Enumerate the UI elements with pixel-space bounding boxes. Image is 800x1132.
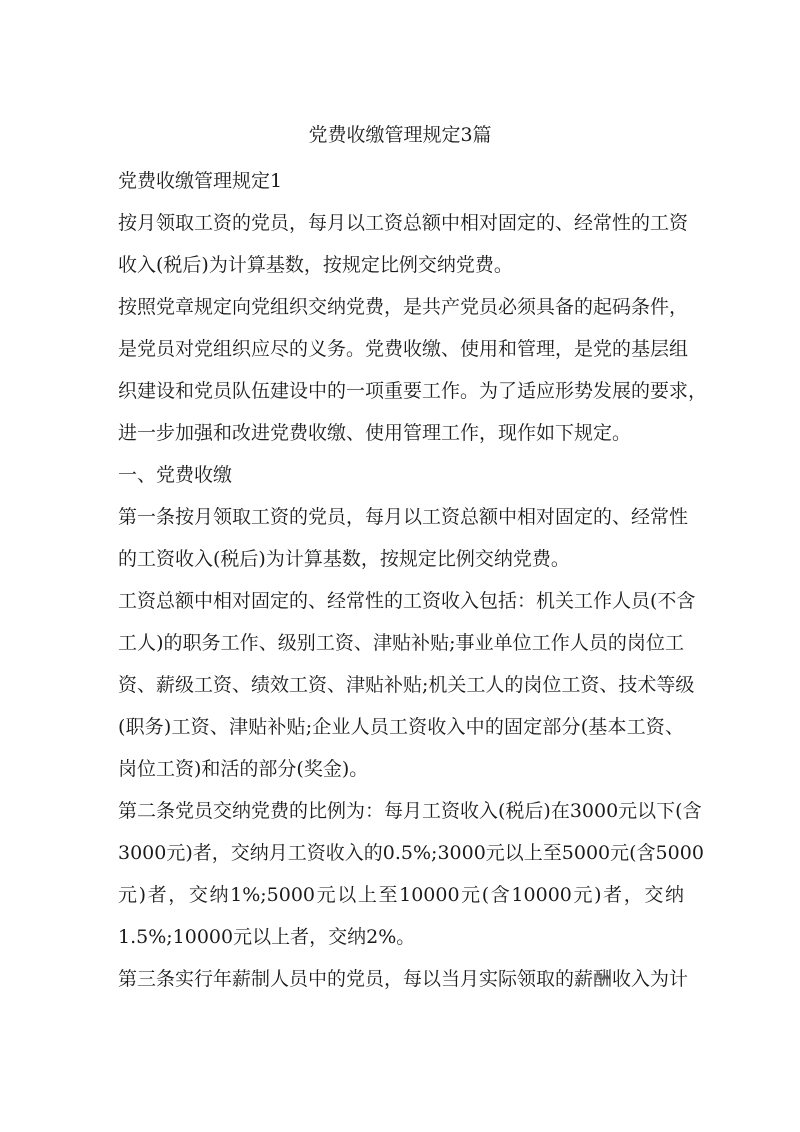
paragraph-line: 3000元)者，交纳月工资收入的0.5%;3000元以上至5000元(含5000 — [118, 842, 704, 864]
section-heading: 党费收缴管理规定1 — [118, 170, 283, 192]
paragraph-line: 1.5%;10000元以上者，交纳2%。 — [118, 926, 416, 948]
paragraph-line: 收入(税后)为计算基数，按规定比例交纳党费。 — [118, 254, 513, 276]
paragraph-line: 织建设和党员队伍建设中的一项重要工作。为了适应形势发展的要求， — [118, 380, 708, 402]
paragraph-line: 第二条党员交纳党费的比例为：每月工资收入(税后)在3000元以下(含 — [118, 800, 702, 822]
paragraph-line: 工人)的职务工作、级别工资、津贴补贴;事业单位工作人员的岗位工 — [118, 632, 684, 654]
paragraph-line: 按照党章规定向党组织交纳党费，是共产党员必须具备的起码条件， — [118, 296, 689, 318]
paragraph-line: 元)者，交纳1%;5000元以上至10000元(含10000元)者，交纳 — [118, 884, 684, 906]
paragraph-line: 按月领取工资的党员，每月以工资总额中相对固定的、经常性的工资 — [118, 212, 689, 234]
paragraph-line: 第三条实行年薪制人员中的党员，每以当月实际领取的薪酬收入为计 — [118, 968, 689, 990]
paragraph-line: 进一步加强和改进党费收缴、使用管理工作，现作如下规定。 — [118, 422, 632, 444]
paragraph-line: 资、薪级工资、绩效工资、津贴补贴;机关工人的岗位工资、技术等级 — [118, 674, 695, 696]
paragraph-line: 是党员对党组织应尽的义务。党费收缴、使用和管理，是党的基层组 — [118, 338, 689, 360]
paragraph-line: 工资总额中相对固定的、经常性的工资收入包括：机关工作人员(不含 — [118, 590, 696, 612]
paragraph-line: (职务)工资、津贴补贴;企业人员工资收入中的固定部分(基本工资、 — [118, 716, 684, 738]
paragraph-line: 的工资收入(税后)为计算基数，按规定比例交纳党费。 — [118, 548, 570, 570]
document-title: 党费收缴管理规定3篇 — [308, 124, 492, 146]
section-heading: 一、党费收缴 — [118, 464, 233, 486]
paragraph-line: 第一条按月领取工资的党员，每月以工资总额中相对固定的、经常性 — [118, 506, 689, 528]
paragraph-line: 岗位工资)和活的部分(奖金)。 — [118, 758, 369, 780]
